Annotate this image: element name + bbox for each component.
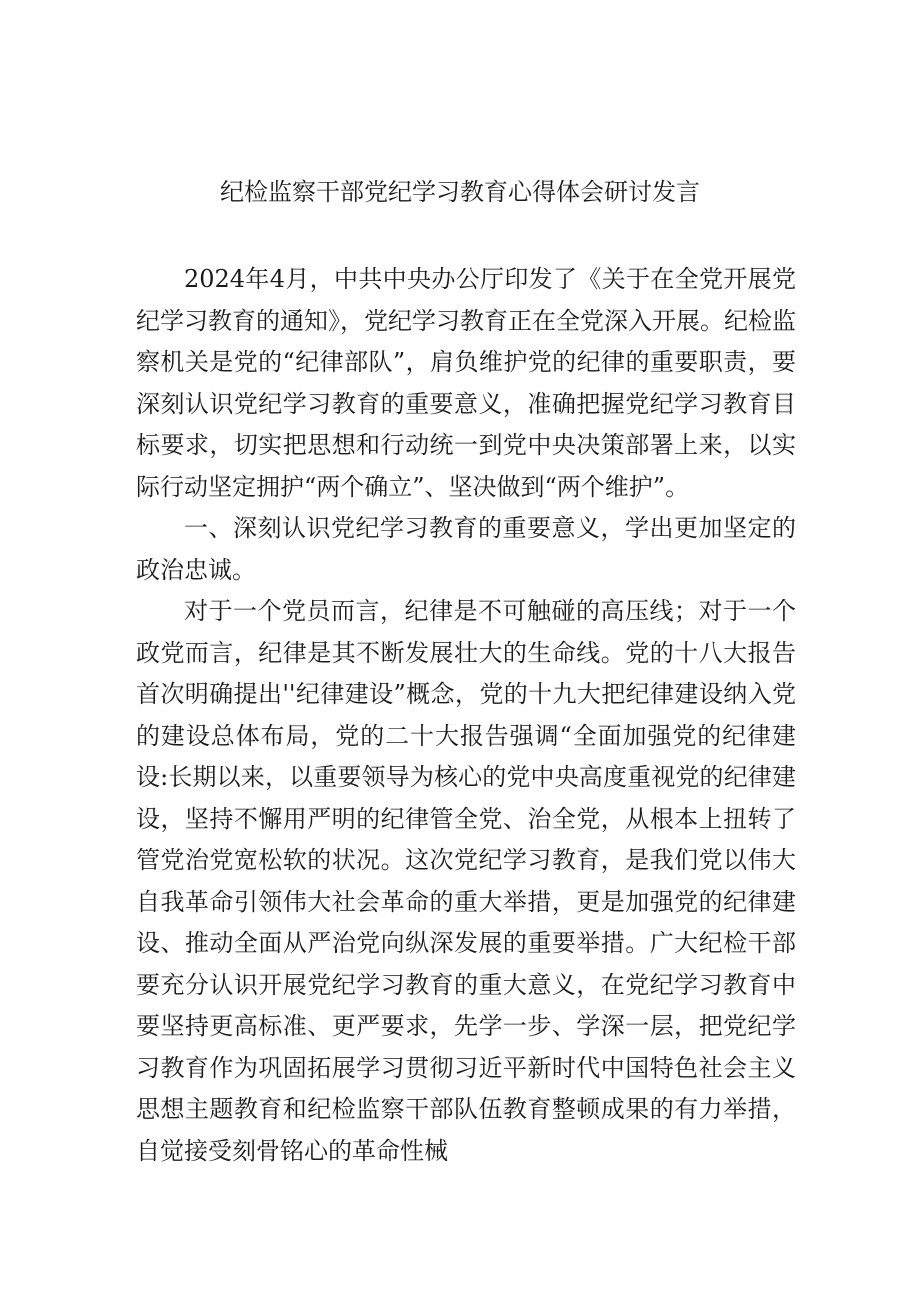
paragraph-discipline: 对于一个党员而言，纪律是不可触碰的高压线；对于一个政党而言，纪律是其不断发展壮大的生命线。党的十八大报告首次明确提出''纪律建设”概念，党的十九大把纪律建设纳入党的建设总体布局，党的二十大报告强调“全面加强党的纪律建设:长期以来，以重要领导为核心的党中央高度重视党的纪律建设，坚持不懈用严明的纪律管全党、治全党，从根本上扭转了管党治党宽松软的状况。这次党纪学习教育，是我们党以伟大自我革命引领伟大社会革命的重大举措，更是加强党的纪律建设、推动全面从严治党向纵深发展的重要举措。广大纪检干部要充分认识开展党纪学习教育的重大意义，在党纪学习教育中要坚持更高标准、更严要求，先学一步、学深一层，把党纪学习教育作为巩固拓展学习贯彻习近平新时代中国特色社会主义思想主题教育和纪检监察干部队伍教育整顿成果的有力举措，自觉接受刻骨铭心的革命性械 [136, 597, 796, 1165]
document-body [136, 259, 796, 1172]
paragraph-section-heading: 一、深刻认识党纪学习教育的重要意义，学出更加坚定的政治忠诚。 [136, 514, 796, 584]
paragraph-intro: 2024年4月，中共中央办公厅印发了《关于在全党开展党纪学习教育的通知》，党纪学习教育正在全党深入开展。纪检监察机关是党的“纪律部队”，肩负维护党的纪律的重要职责，要深刻认识党纪学习教育的重要意义，准确把握党纪学习教育目标要求，切实把思想和行动统一到党中央决策部署上来，以实际行动坚定拥护“两个确立”、坚决做到“两个维护”。 [136, 265, 796, 501]
document-title: 纪检监察干部党纪学习教育心得体会研讨发言 [220, 178, 700, 206]
